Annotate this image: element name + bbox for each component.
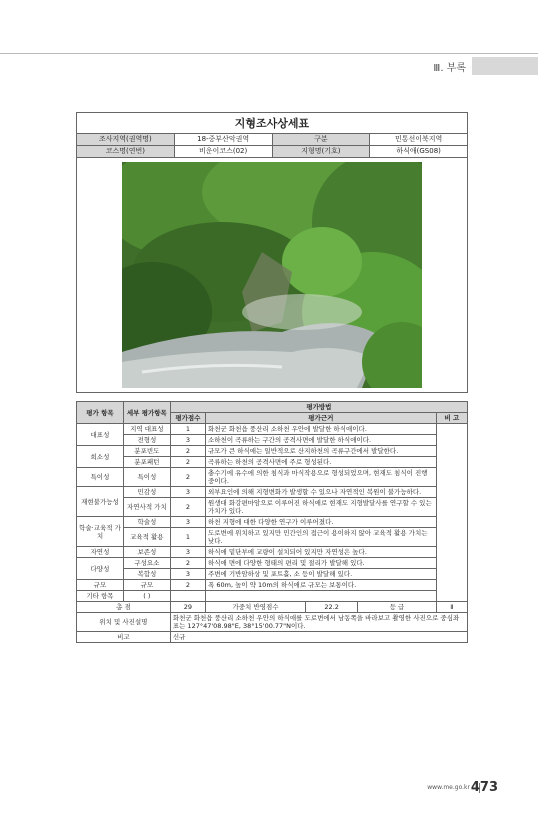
eval-basis: 충수기에 유수에 의한 침식과 마식작용으로 형성되었으며, 현재도 침식이 진행 중이다.: [206, 468, 437, 487]
eval-basis: 소하천이 곡류하는 구간의 공격사면에 발달한 하식애이다.: [206, 435, 437, 446]
eval-score: 2: [170, 446, 205, 457]
eval-basis: 규모가 큰 하식애는 일반적으로 산지하천의 곡류구간에서 발달한다.: [206, 446, 437, 457]
eval-sub: 복합성: [123, 569, 170, 580]
eval-score: 2: [170, 468, 205, 487]
remark-label: 비고: [77, 632, 171, 643]
weighted-label: 가중치 반영점수: [206, 602, 306, 612]
table-row: [77, 424, 468, 435]
table-row: [77, 435, 468, 446]
location-label: 위치 및 사진설명: [77, 613, 171, 632]
table-row: [77, 498, 468, 517]
division-value: 민통선이북지역: [370, 134, 468, 146]
eval-score: 3: [170, 517, 205, 528]
course-label: 코스명(연번): [77, 146, 175, 158]
eval-score: 3: [170, 435, 205, 446]
grade-label: 등 급: [389, 603, 405, 611]
eval-basis: 외부요인에 의해 지형변화가 발생할 수 있으나 자연적인 복원이 불가능하다.: [206, 487, 437, 498]
survey-sheet: [76, 112, 468, 643]
remark-value: 신규: [170, 632, 467, 643]
sheet-title: 지형조사상세표: [77, 113, 468, 134]
grade-value: Ⅱ: [436, 602, 467, 613]
eval-score: [170, 591, 205, 602]
survey-area-label: 조사지역(권역명): [77, 134, 175, 146]
location-text: 화천군 화천읍 풍산리 소하천 우안의 하식애를 도로변에서 남동쪽을 바라보고 촬영한 사진으로 중심좌표는 127°47'08.98"E, 38°15'00.77"N이다.: [170, 613, 467, 632]
top-rule: [0, 53, 538, 54]
eval-basis: 하천 지형에 대한 다양한 연구가 이루어졌다.: [206, 517, 437, 528]
eval-item: 재현불가능성: [77, 487, 124, 517]
chapter-header: [0, 57, 538, 75]
eval-score: 2: [170, 558, 205, 569]
table-row: [77, 547, 468, 558]
eval-score: 2: [170, 457, 205, 468]
weighted-value: 22.2: [306, 602, 358, 612]
eval-score: 3: [170, 487, 205, 498]
eval-sub: 교육적 활용: [123, 528, 170, 547]
eval-sub: ( ): [123, 591, 170, 602]
total-value: 29: [170, 602, 205, 613]
total-row: [77, 602, 468, 613]
eval-sub: 분포빈도: [123, 446, 170, 457]
eval-note-header: 비 고: [436, 413, 467, 424]
division-label: 구분: [272, 134, 370, 146]
page-number: 473: [470, 780, 498, 795]
eval-basis-header: 평가근거: [206, 413, 437, 424]
table-row: [77, 517, 468, 528]
eval-item: 자연성: [77, 547, 124, 558]
eval-score: 3: [170, 569, 205, 580]
total-inner: [206, 602, 436, 612]
chapter-tab: [472, 57, 538, 75]
eval-basis: 화천군 화천읍 풍산리 소하천 우안에 발달한 하식애이다.: [206, 424, 437, 435]
eval-sub-header: 세부 평가항목: [123, 402, 170, 424]
landform-photo: [122, 162, 422, 388]
course-value: 비운이코스(02): [174, 146, 272, 158]
eval-basis: 원생대 화강편마암으로 이루어진 하식애로 현재도 지형발달사를 연구할 수 있는 가치가 있다.: [206, 498, 437, 517]
eval-basis: 하식애 밑단부에 교량이 설치되어 있지만 자연성은 높다.: [206, 547, 437, 558]
total-label: 총 점: [77, 602, 171, 613]
survey-area-value: 18-중부산악권역: [174, 134, 272, 146]
remark-row: [77, 632, 468, 643]
eval-sub: 보존성: [123, 547, 170, 558]
eval-item: 희소성: [77, 446, 124, 468]
eval-score: 3: [170, 547, 205, 558]
eval-item: 다양성: [77, 558, 124, 580]
eval-sub: 구성요소: [123, 558, 170, 569]
eval-item-header: 평가 항목: [77, 402, 124, 424]
eval-item: 기타 항목: [77, 591, 124, 602]
eval-basis: 도로변에 위치하고 있지만 민간인의 접근이 용이하지 않아 교육적 활용 가치는 낮다.: [206, 528, 437, 547]
landform-value: 하식애(GS08): [370, 146, 468, 158]
eval-sub: 자연사적 가치: [123, 498, 170, 517]
location-row: [77, 613, 468, 632]
landform-label: 지형명(기호): [272, 146, 370, 158]
eval-sub: 분포패턴: [123, 457, 170, 468]
eval-sub: 규모: [123, 580, 170, 591]
info-table: [76, 112, 468, 393]
table-row: [77, 580, 468, 591]
evaluation-table: [76, 401, 468, 643]
eval-item: 특이성: [77, 468, 124, 487]
table-row: [77, 457, 468, 468]
total-detail: [206, 602, 437, 613]
table-row: [77, 446, 468, 457]
table-row: [77, 468, 468, 487]
eval-sub: 학술성: [123, 517, 170, 528]
eval-score: 1: [170, 424, 205, 435]
chapter-label: Ⅲ. 부록: [433, 63, 466, 74]
table-row: [77, 487, 468, 498]
eval-basis: 폭 60m, 높이 약 10m의 하식애로 규모는 보통이다.: [206, 580, 437, 591]
eval-score: 2: [170, 580, 205, 591]
eval-basis: 주변에 기반암하상 및 포트홀, 소 등이 발달해 있다.: [206, 569, 437, 580]
eval-basis: [206, 591, 437, 602]
eval-sub: 전형성: [123, 435, 170, 446]
footer-url: www.me.go.kr: [427, 784, 470, 791]
eval-method-header: 평가방법: [170, 402, 467, 413]
eval-score: 1: [170, 528, 205, 547]
eval-item: 대표성: [77, 424, 124, 446]
eval-score-header: 평가점수: [170, 413, 205, 424]
eval-basis: 곡류하는 하천의 공격사면에 주로 형성된다.: [206, 457, 437, 468]
table-row: [77, 528, 468, 547]
eval-item: 학술·교육적 가치: [77, 517, 124, 547]
eval-sub: 특이성: [123, 468, 170, 487]
table-row: [77, 569, 468, 580]
eval-basis: 하식애 면에 다양한 형태의 편리 및 절리가 발달해 있다.: [206, 558, 437, 569]
table-row: [77, 591, 468, 602]
eval-note: [436, 424, 467, 602]
eval-score: 2: [170, 498, 205, 517]
eval-sub: 민감성: [123, 487, 170, 498]
table-row: [77, 558, 468, 569]
eval-item: 규모: [77, 580, 124, 591]
photo-cell: [77, 158, 468, 393]
eval-sub: 지역 대표성: [123, 424, 170, 435]
